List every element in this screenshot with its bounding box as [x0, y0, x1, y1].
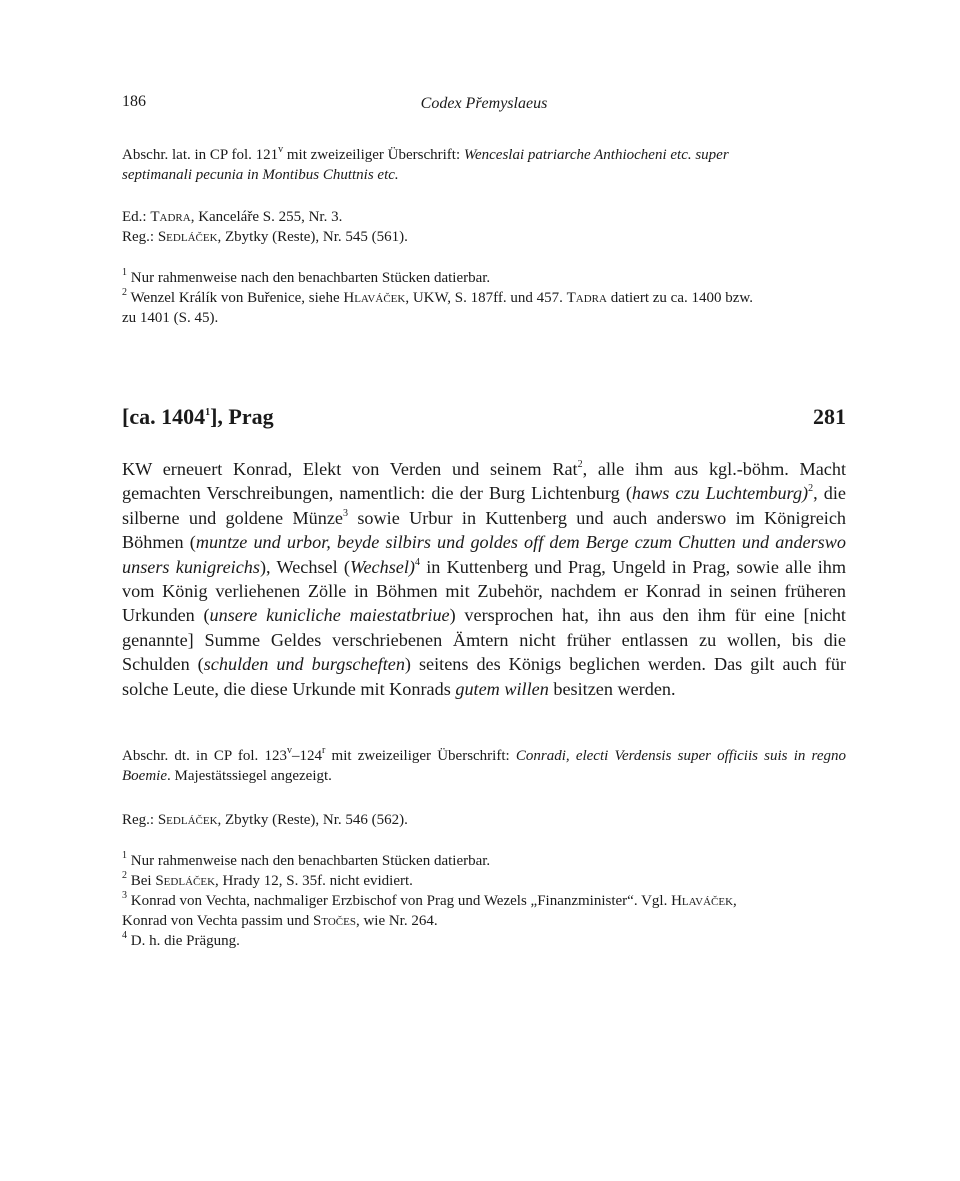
- footnote: $^4$ D. h. die Prägung.: [122, 930, 240, 949]
- entry-heading: [122, 404, 846, 434]
- entry-regest: KW erneuert Konrad, Elekt von Verden und seinem Rat$^2$, alle ihm aus kgl.-böhm. Macht gemachten Verschreibungen, namentlich: die der Burg Lichtenburg (haws czu Luchtemburg)$^2$, die silberne und goldene Münze$^3$ sowie Urbur in Kuttenberg und auch anderswo im Königreich Böhmen (muntze und urbor, beyde silbirs und goldes off dem Berge czum Chutten und anderswo unsers kunigreichs), Wechsel (Wechsel)$^4$ in Kuttenberg und Prag, Ungeld in Prag, sowie alle ihm vom König verliehenen Zölle in Böhmen mit Zubehör, nachdem er Konrad in seinen früheren Urkunden (unsere kunicliche maiestatbriue) versprochen hat, ihn aus den ihm für eine [nicht genannte] Summe Geldes verschriebenen Ämtern nicht früher entlassen zu wollen, bis die Schulden (schulden und burgscheften) seitens des Königs beglichen werden. Das gilt auch für solche Leute, die diese Urkunde mit Konrads gutem willen besitzen werden.: [122, 458, 847, 699]
- entry-regest-note: Reg.: Sedláček, Zbytky (Reste), Nr. 546 (562).: [122, 812, 408, 828]
- prev-footnotes: $^1$ Nur rahmenweise nach den benachbarten Stücken datierbar. $^2$ Wenzel Králík von Buřenice, siehe Hlaváček, UKW, S. 187ff. und 457. Tadra datiert zu ca. 1400 bzw. zu 1401 (S. 45).: [122, 268, 846, 328]
- footnote: $^3$ Konrad von Vechta, nachmaliger Erzbischof von Prag und Wezels „Finanzminister“. Vgl. Hlaváček,: [122, 890, 737, 909]
- prev-edition-note: Ed.: Tadra, Kanceláře S. 255, Nr. 3. Reg.: Sedláček, Zbytky (Reste), Nr. 545 (561).: [122, 209, 408, 245]
- running-title: Codex Přemyslaeus: [420, 95, 548, 112]
- entry-date-place: [ca. 1404$^1$], Prag: [122, 404, 274, 429]
- footnote: $^2$ Wenzel Králík von Buřenice, siehe Hlaváček, UKW, S. 187ff. und 457. Tadra datiert zu ca. 1400 bzw.: [122, 287, 753, 306]
- prev-copy-note: Abschr. lat. in CP fol. 121$^v$ mit zweizeiliger Überschrift: Wenceslai patriarche Anthiocheni etc. super septimanali pecunia in Montibus Chuttnis etc.: [122, 144, 729, 183]
- entry-copy-note: Abschr. dt. in CP fol. 123$^v$–124$^r$ mit zweizeiliger Überschrift: Conradi, electi Verdensis super officiis suis in regno Boemie. Majestätssiegel angezeigt.: [122, 745, 846, 784]
- entry-number: 281: [813, 404, 846, 429]
- footnote: $^1$ Nur rahmenweise nach den benachbarten Stücken datierbar.: [122, 850, 491, 869]
- page-header: [122, 93, 846, 115]
- footnote: $^2$ Bei Sedláček, Hrady 12, S. 35f. nicht evidiert.: [122, 870, 413, 889]
- footnote: $^1$ Nur rahmenweise nach den benachbarten Stücken datierbar.: [122, 267, 491, 286]
- entry-footnotes: $^1$ Nur rahmenweise nach den benachbarten Stücken datierbar. $^2$ Bei Sedláček, Hrady 12, S. 35f. nicht evidiert. $^3$ Konrad von Vechta, nachmaliger Erzbischof von Prag und Wezels „Finanzminister“. Vgl. Hlaváček, Konrad von Vechta passim und Stočes, wie Nr. 264. $^4$ D. h. die Prägung.: [122, 851, 846, 951]
- page-number: 186: [122, 93, 146, 110]
